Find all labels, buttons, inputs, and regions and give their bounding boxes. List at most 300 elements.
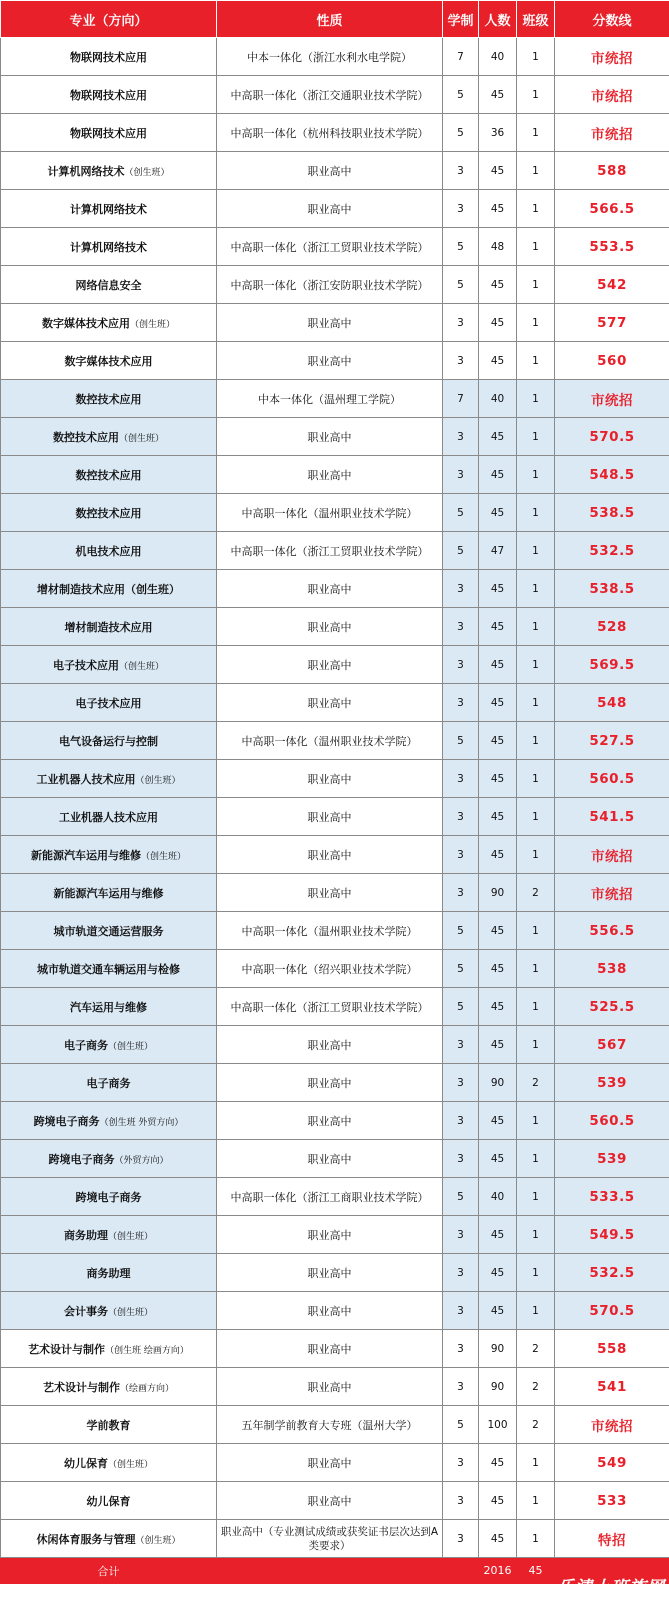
count-cell: 45: [479, 1482, 517, 1520]
major-cell: [1, 380, 217, 418]
score-cell: 556.5: [555, 912, 669, 950]
table-row: [1, 114, 669, 152]
nature-cell: 职业高中: [217, 342, 443, 380]
major-cell: [1, 1292, 217, 1330]
major-name: 数字媒体技术应用: [64, 354, 153, 368]
score-cell: 市统招: [555, 874, 669, 912]
years-cell: 3: [443, 1140, 479, 1178]
score-cell: 549.5: [555, 1216, 669, 1254]
table-row: [1, 988, 669, 1026]
score-cell: 特招: [555, 1520, 669, 1558]
table-row: [1, 266, 669, 304]
nature-cell: 职业高中: [217, 1140, 443, 1178]
years-cell: 3: [443, 1064, 479, 1102]
years-cell: 3: [443, 152, 479, 190]
years-cell: 5: [443, 266, 479, 304]
header-count: 人数: [479, 1, 517, 38]
major-name: 增材制造技术应用（创生班）: [37, 582, 180, 596]
major-name: 跨境电子商务: [48, 1152, 115, 1166]
years-cell: 5: [443, 532, 479, 570]
table-row: [1, 950, 669, 988]
count-cell: 45: [479, 1216, 517, 1254]
classes-cell: 1: [517, 1292, 555, 1330]
nature-cell: 中高职一体化（浙江工商职业技术学院）: [217, 1178, 443, 1216]
nature-cell: 职业高中: [217, 1216, 443, 1254]
table-header-row: [1, 1, 669, 38]
major-cell: [1, 532, 217, 570]
header-classes: 班级: [517, 1, 555, 38]
nature-cell: 中高职一体化（浙江交通职业技术学院）: [217, 76, 443, 114]
major-cell: [1, 988, 217, 1026]
nature-cell: 中本一体化（温州理工学院）: [217, 380, 443, 418]
count-cell: 45: [479, 456, 517, 494]
major-cell: [1, 190, 217, 228]
total-label: 合计: [1, 1558, 217, 1584]
table-row: [1, 1064, 669, 1102]
years-cell: 3: [443, 456, 479, 494]
years-cell: 5: [443, 76, 479, 114]
table-row: [1, 1368, 669, 1406]
major-name: 网络信息安全: [75, 278, 142, 292]
major-name: 计算机网络技术: [70, 202, 147, 216]
table-row: [1, 836, 669, 874]
classes-cell: 1: [517, 1482, 555, 1520]
nature-cell: 职业高中: [217, 684, 443, 722]
table-row: [1, 1292, 669, 1330]
years-cell: 3: [443, 342, 479, 380]
major-class-note: （创生班）: [140, 851, 186, 862]
major-cell: [1, 418, 217, 456]
nature-cell: 职业高中: [217, 1482, 443, 1520]
table-row: [1, 684, 669, 722]
years-cell: 3: [443, 1292, 479, 1330]
years-cell: 3: [443, 874, 479, 912]
classes-cell: 1: [517, 418, 555, 456]
score-cell: 538.5: [555, 570, 669, 608]
classes-cell: 1: [517, 342, 555, 380]
major-name: 幼儿保育: [63, 1456, 108, 1470]
classes-cell: 2: [517, 1406, 555, 1444]
major-class-note: （创生班）: [118, 433, 164, 444]
major-name: 新能源汽车运用与维修: [53, 886, 164, 900]
major-name: 电子技术应用: [52, 658, 119, 672]
nature-cell: 中高职一体化（温州职业技术学院）: [217, 722, 443, 760]
major-cell: [1, 228, 217, 266]
years-cell: 5: [443, 1406, 479, 1444]
major-cell: [1, 646, 217, 684]
major-cell: [1, 836, 217, 874]
count-cell: 90: [479, 1064, 517, 1102]
major-cell: [1, 1026, 217, 1064]
score-cell: 539: [555, 1140, 669, 1178]
major-cell: [1, 152, 217, 190]
score-cell: 570.5: [555, 418, 669, 456]
major-name: 幼儿保育: [86, 1494, 131, 1508]
years-cell: 5: [443, 228, 479, 266]
score-cell: 533: [555, 1482, 669, 1520]
nature-cell: 职业高中: [217, 608, 443, 646]
count-cell: 45: [479, 988, 517, 1026]
years-cell: 5: [443, 912, 479, 950]
nature-cell: 职业高中: [217, 798, 443, 836]
nature-cell: 中高职一体化（浙江工贸职业技术学院）: [217, 988, 443, 1026]
major-name: 物联网技术应用: [70, 88, 147, 102]
nature-cell: 中高职一体化（温州职业技术学院）: [217, 494, 443, 532]
years-cell: 3: [443, 684, 479, 722]
major-class-note: （创生班）: [118, 661, 164, 672]
table-row: [1, 1482, 669, 1520]
table-row: [1, 342, 669, 380]
score-cell: 569.5: [555, 646, 669, 684]
score-cell: 542: [555, 266, 669, 304]
count-cell: 90: [479, 1330, 517, 1368]
years-cell: 7: [443, 380, 479, 418]
classes-cell: 1: [517, 798, 555, 836]
score-cell: 560.5: [555, 1102, 669, 1140]
score-cell: 525.5: [555, 988, 669, 1026]
major-name: 机电技术应用: [75, 544, 142, 558]
site-watermark: 乐清上班族网: [557, 1578, 665, 1598]
table-body: [1, 38, 669, 1558]
score-cell: 588: [555, 152, 669, 190]
count-cell: 45: [479, 1254, 517, 1292]
major-cell: [1, 760, 217, 798]
table-row: [1, 798, 669, 836]
major-class-note: （创生班 外贸方向）: [99, 1117, 184, 1128]
nature-cell: 职业高中: [217, 1330, 443, 1368]
major-cell: [1, 1482, 217, 1520]
years-cell: 3: [443, 1444, 479, 1482]
nature-cell: 五年制学前教育大专班（温州大学）: [217, 1406, 443, 1444]
table-row: [1, 912, 669, 950]
score-cell: 市统招: [555, 380, 669, 418]
table-row: [1, 304, 669, 342]
major-class-note: （创生班）: [107, 1041, 153, 1052]
classes-cell: 1: [517, 836, 555, 874]
major-name: 艺术设计与制作: [42, 1380, 120, 1394]
count-cell: 45: [479, 1520, 517, 1558]
classes-cell: 1: [517, 608, 555, 646]
table-row: [1, 1216, 669, 1254]
table-row: [1, 38, 669, 76]
major-cell: [1, 342, 217, 380]
years-cell: 3: [443, 1026, 479, 1064]
header-major: 专业（方向）: [1, 1, 217, 38]
years-cell: 3: [443, 1330, 479, 1368]
table-row: [1, 228, 669, 266]
years-cell: 3: [443, 190, 479, 228]
nature-cell: 职业高中: [217, 646, 443, 684]
classes-cell: 1: [517, 38, 555, 76]
major-cell: [1, 1406, 217, 1444]
count-cell: 45: [479, 190, 517, 228]
nature-cell: 中高职一体化（浙江工贸职业技术学院）: [217, 532, 443, 570]
table-row: [1, 418, 669, 456]
classes-cell: 1: [517, 1026, 555, 1064]
classes-cell: 2: [517, 1368, 555, 1406]
major-cell: [1, 456, 217, 494]
major-name: 商务助理: [86, 1266, 131, 1280]
nature-cell: 职业高中: [217, 1444, 443, 1482]
score-cell: 539: [555, 1064, 669, 1102]
total-blank-nature: [217, 1558, 443, 1584]
classes-cell: 1: [517, 380, 555, 418]
table-row: [1, 646, 669, 684]
major-name: 休闲体育服务与管理: [36, 1532, 136, 1546]
classes-cell: 1: [517, 950, 555, 988]
classes-cell: 1: [517, 570, 555, 608]
major-class-note: （外贸方向）: [114, 1155, 169, 1166]
major-name: 增材制造技术应用: [64, 620, 153, 634]
major-name: 电子商务: [63, 1038, 108, 1052]
major-cell: [1, 1216, 217, 1254]
classes-cell: 1: [517, 494, 555, 532]
years-cell: 3: [443, 1216, 479, 1254]
classes-cell: 1: [517, 152, 555, 190]
years-cell: 3: [443, 608, 479, 646]
table-row: [1, 608, 669, 646]
years-cell: 3: [443, 1520, 479, 1558]
nature-cell: 职业高中: [217, 1292, 443, 1330]
count-cell: 45: [479, 304, 517, 342]
count-cell: 47: [479, 532, 517, 570]
major-cell: [1, 912, 217, 950]
count-cell: 45: [479, 1026, 517, 1064]
count-cell: 36: [479, 114, 517, 152]
major-name: 跨境电子商务: [33, 1114, 100, 1128]
count-cell: 90: [479, 874, 517, 912]
years-cell: 3: [443, 836, 479, 874]
nature-cell: 中高职一体化（绍兴职业技术学院）: [217, 950, 443, 988]
years-cell: 3: [443, 1102, 479, 1140]
count-cell: 45: [479, 342, 517, 380]
header-nature: 性质: [217, 1, 443, 38]
major-cell: [1, 266, 217, 304]
nature-cell: 中本一体化（浙江水利水电学院）: [217, 38, 443, 76]
count-cell: 40: [479, 380, 517, 418]
major-name: 电气设备运行与控制: [59, 734, 158, 748]
major-cell: [1, 570, 217, 608]
count-cell: 45: [479, 646, 517, 684]
major-cell: [1, 1178, 217, 1216]
years-cell: 5: [443, 950, 479, 988]
years-cell: 3: [443, 418, 479, 456]
major-cell: [1, 1102, 217, 1140]
classes-cell: 1: [517, 1102, 555, 1140]
classes-cell: 1: [517, 912, 555, 950]
major-name: 电子技术应用: [75, 696, 142, 710]
table-row: [1, 874, 669, 912]
nature-cell: 职业高中: [217, 1254, 443, 1292]
nature-cell: 职业高中: [217, 418, 443, 456]
major-cell: [1, 304, 217, 342]
count-cell: 45: [479, 1292, 517, 1330]
years-cell: 5: [443, 494, 479, 532]
table-row: [1, 532, 669, 570]
major-class-note: （绘画方向）: [119, 1383, 174, 1394]
nature-cell: 职业高中: [217, 1064, 443, 1102]
table-row: [1, 494, 669, 532]
major-cell: [1, 950, 217, 988]
major-class-note: （创生班）: [107, 1459, 153, 1470]
major-name: 艺术设计与制作: [28, 1342, 106, 1356]
classes-cell: 1: [517, 190, 555, 228]
major-name: 计算机网络技术: [70, 240, 147, 254]
table-row: [1, 1026, 669, 1064]
count-cell: 45: [479, 912, 517, 950]
major-name: 数字媒体技术应用: [41, 316, 130, 330]
years-cell: 5: [443, 1178, 479, 1216]
classes-cell: 2: [517, 874, 555, 912]
years-cell: 3: [443, 1368, 479, 1406]
table-row: [1, 760, 669, 798]
table-row: [1, 1254, 669, 1292]
count-cell: 45: [479, 1140, 517, 1178]
classes-cell: 1: [517, 1444, 555, 1482]
major-class-note: （创生班）: [135, 775, 181, 786]
nature-cell: 职业高中: [217, 1026, 443, 1064]
classes-cell: 1: [517, 228, 555, 266]
classes-cell: 1: [517, 1254, 555, 1292]
major-cell: [1, 38, 217, 76]
score-cell: 566.5: [555, 190, 669, 228]
major-cell: [1, 1444, 217, 1482]
score-cell: 553.5: [555, 228, 669, 266]
score-cell: 市统招: [555, 114, 669, 152]
table-row: [1, 1406, 669, 1444]
major-name: 商务助理: [63, 1228, 108, 1242]
classes-cell: 1: [517, 266, 555, 304]
score-cell: 570.5: [555, 1292, 669, 1330]
years-cell: 3: [443, 570, 479, 608]
years-cell: 3: [443, 304, 479, 342]
major-name: 数控技术应用: [75, 468, 142, 482]
major-cell: [1, 494, 217, 532]
major-name: 学前教育: [86, 1418, 131, 1432]
score-cell: 560.5: [555, 760, 669, 798]
major-cell: [1, 684, 217, 722]
count-cell: 48: [479, 228, 517, 266]
major-cell: [1, 608, 217, 646]
major-name: 会计事务: [63, 1304, 108, 1318]
nature-cell: 职业高中: [217, 190, 443, 228]
count-cell: 45: [479, 836, 517, 874]
nature-cell: 职业高中: [217, 874, 443, 912]
nature-cell: 职业高中: [217, 1102, 443, 1140]
total-count: 2016: [479, 1558, 517, 1584]
classes-cell: 1: [517, 1520, 555, 1558]
count-cell: 45: [479, 1102, 517, 1140]
table-row: [1, 456, 669, 494]
count-cell: 40: [479, 38, 517, 76]
table-row: [1, 1178, 669, 1216]
major-class-note: （创生班 绘画方向）: [105, 1345, 189, 1356]
table-row: [1, 722, 669, 760]
major-name: 工业机器人技术应用: [59, 810, 158, 824]
major-name: 电子商务: [86, 1076, 131, 1090]
score-cell: 560: [555, 342, 669, 380]
count-cell: 45: [479, 1444, 517, 1482]
major-cell: [1, 722, 217, 760]
nature-cell: 职业高中: [217, 1368, 443, 1406]
header-score: 分数线: [555, 1, 669, 38]
score-cell: 548: [555, 684, 669, 722]
classes-cell: 1: [517, 1140, 555, 1178]
classes-cell: 1: [517, 646, 555, 684]
classes-cell: 1: [517, 532, 555, 570]
table-row: [1, 1520, 669, 1558]
table-row: [1, 570, 669, 608]
score-cell: 533.5: [555, 1178, 669, 1216]
major-class-note: （创生班）: [129, 319, 175, 330]
score-cell: 538: [555, 950, 669, 988]
years-cell: 3: [443, 760, 479, 798]
classes-cell: 1: [517, 114, 555, 152]
major-cell: [1, 76, 217, 114]
major-class-note: （创生班）: [124, 167, 170, 178]
nature-cell: 职业高中: [217, 304, 443, 342]
major-name: 数控技术应用: [75, 392, 142, 406]
major-class-note: （创生班）: [107, 1307, 153, 1318]
classes-cell: 1: [517, 304, 555, 342]
major-cell: [1, 1330, 217, 1368]
score-cell: 548.5: [555, 456, 669, 494]
years-cell: 3: [443, 1482, 479, 1520]
major-name: 汽车运用与维修: [70, 1000, 147, 1014]
major-name: 跨境电子商务: [75, 1190, 142, 1204]
score-cell: 532.5: [555, 532, 669, 570]
count-cell: 45: [479, 722, 517, 760]
major-name: 数控技术应用: [75, 506, 142, 520]
classes-cell: 1: [517, 1178, 555, 1216]
major-cell: [1, 1254, 217, 1292]
nature-cell: 职业高中: [217, 152, 443, 190]
nature-cell: 职业高中: [217, 760, 443, 798]
count-cell: 45: [479, 684, 517, 722]
classes-cell: 2: [517, 1064, 555, 1102]
major-class-note: （创生班）: [107, 1231, 153, 1242]
score-cell: 市统招: [555, 836, 669, 874]
major-name: 计算机网络技术: [47, 164, 125, 178]
years-cell: 3: [443, 646, 479, 684]
major-cell: [1, 114, 217, 152]
score-cell: 558: [555, 1330, 669, 1368]
count-cell: 45: [479, 608, 517, 646]
major-name: 物联网技术应用: [70, 50, 147, 64]
classes-cell: 1: [517, 1216, 555, 1254]
total-classes: 45: [517, 1558, 555, 1584]
count-cell: 45: [479, 950, 517, 988]
years-cell: 5: [443, 722, 479, 760]
count-cell: 45: [479, 494, 517, 532]
score-cell: 532.5: [555, 1254, 669, 1292]
nature-cell: 中高职一体化（浙江工贸职业技术学院）: [217, 228, 443, 266]
table-row: [1, 1102, 669, 1140]
nature-cell: 职业高中: [217, 456, 443, 494]
years-cell: 3: [443, 798, 479, 836]
nature-cell: 职业高中: [217, 836, 443, 874]
classes-cell: 1: [517, 988, 555, 1026]
count-cell: 45: [479, 570, 517, 608]
years-cell: 7: [443, 38, 479, 76]
years-cell: 3: [443, 1254, 479, 1292]
score-cell: 538.5: [555, 494, 669, 532]
score-cell: 市统招: [555, 1406, 669, 1444]
classes-cell: 1: [517, 760, 555, 798]
table-row: [1, 152, 669, 190]
score-cell: 市统招: [555, 38, 669, 76]
nature-cell: 中高职一体化（杭州科技职业技术学院）: [217, 114, 443, 152]
